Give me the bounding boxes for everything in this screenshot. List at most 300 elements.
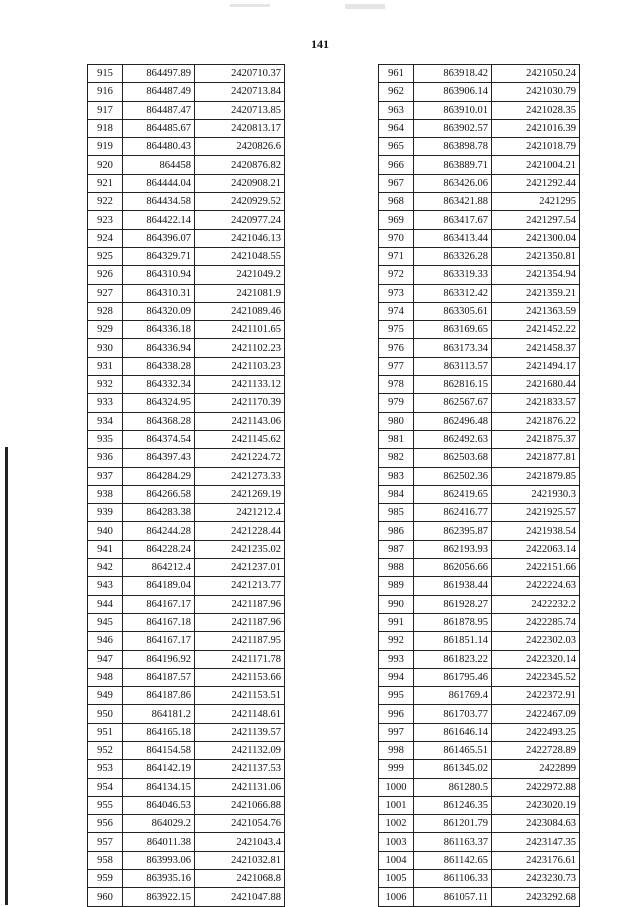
point-number-cell: 972 (379, 266, 414, 284)
table-row (379, 778, 580, 796)
y-coordinate-cell: 2421018.79 (492, 138, 580, 156)
point-number-cell: 996 (379, 705, 414, 723)
point-number-cell: 933 (88, 394, 123, 412)
x-coordinate-cell: 861823.22 (414, 650, 492, 668)
table-row (379, 302, 580, 320)
table-row (88, 302, 285, 320)
y-coordinate-cell: 2421228.44 (195, 522, 285, 540)
x-coordinate-cell: 864266.58 (123, 485, 195, 503)
point-number-cell: 961 (379, 65, 414, 83)
point-number-cell: 969 (379, 211, 414, 229)
table-row (88, 266, 285, 284)
table-row (379, 888, 580, 906)
point-number-cell: 958 (88, 851, 123, 869)
y-coordinate-cell: 2421103.23 (195, 357, 285, 375)
y-coordinate-cell: 2421046.13 (195, 229, 285, 247)
y-coordinate-cell: 2421137.53 (195, 760, 285, 778)
table-row (379, 247, 580, 265)
point-number-cell: 963 (379, 101, 414, 119)
y-coordinate-cell: 2421028.35 (492, 101, 580, 119)
point-number-cell: 994 (379, 668, 414, 686)
point-number-cell: 990 (379, 595, 414, 613)
point-number-cell: 957 (88, 833, 123, 851)
y-coordinate-cell: 2421016.39 (492, 119, 580, 137)
y-coordinate-cell: 2421101.65 (195, 321, 285, 339)
y-coordinate-cell: 2421081.9 (195, 284, 285, 302)
y-coordinate-cell: 2421925.57 (492, 504, 580, 522)
scan-noise-top-right (345, 4, 385, 9)
y-coordinate-cell: 2421143.06 (195, 412, 285, 430)
x-coordinate-cell: 864336.94 (123, 339, 195, 357)
y-coordinate-cell: 2421235.02 (195, 540, 285, 558)
x-coordinate-cell: 864228.24 (123, 540, 195, 558)
x-coordinate-cell: 864324.95 (123, 394, 195, 412)
x-coordinate-cell: 864189.04 (123, 577, 195, 595)
y-coordinate-cell: 2421300.04 (492, 229, 580, 247)
table-row (379, 870, 580, 888)
table-row (379, 101, 580, 119)
point-number-cell: 946 (88, 632, 123, 650)
y-coordinate-cell: 2423020.19 (492, 796, 580, 814)
x-coordinate-cell: 864167.17 (123, 632, 195, 650)
table-row (88, 540, 285, 558)
table-row (88, 138, 285, 156)
x-coordinate-cell: 864284.29 (123, 467, 195, 485)
point-number-cell: 938 (88, 485, 123, 503)
x-coordinate-cell: 861201.79 (414, 815, 492, 833)
table-row (379, 851, 580, 869)
page-number: 141 (311, 37, 329, 51)
y-coordinate-cell: 2422345.52 (492, 668, 580, 686)
y-coordinate-cell: 2421494.17 (492, 357, 580, 375)
x-coordinate-cell: 864196.92 (123, 650, 195, 668)
table-row (88, 412, 285, 430)
y-coordinate-cell: 2421876.22 (492, 412, 580, 430)
y-coordinate-cell: 2421458.37 (492, 339, 580, 357)
x-coordinate-cell: 863173.34 (414, 339, 492, 357)
table-row (379, 705, 580, 723)
point-number-cell: 941 (88, 540, 123, 558)
point-number-cell: 993 (379, 650, 414, 668)
x-coordinate-cell: 864046.53 (123, 796, 195, 814)
table-row (379, 284, 580, 302)
point-number-cell: 929 (88, 321, 123, 339)
table-row (88, 833, 285, 851)
x-coordinate-cell: 864487.49 (123, 83, 195, 101)
y-coordinate-cell: 2422972.88 (492, 778, 580, 796)
point-number-cell: 943 (88, 577, 123, 595)
x-coordinate-cell: 863922.15 (123, 888, 195, 906)
x-coordinate-cell: 861280.5 (414, 778, 492, 796)
table-row (88, 174, 285, 192)
x-coordinate-cell: 864181.2 (123, 705, 195, 723)
point-number-cell: 982 (379, 449, 414, 467)
x-coordinate-cell: 863169.65 (414, 321, 492, 339)
table-row (379, 796, 580, 814)
point-number-cell: 987 (379, 540, 414, 558)
point-number-cell: 926 (88, 266, 123, 284)
x-coordinate-cell: 864310.31 (123, 284, 195, 302)
x-coordinate-cell: 862416.77 (414, 504, 492, 522)
x-coordinate-cell: 864187.86 (123, 687, 195, 705)
table-row (88, 668, 285, 686)
y-coordinate-cell: 2420876.82 (195, 156, 285, 174)
x-coordinate-cell: 861851.14 (414, 632, 492, 650)
point-number-cell: 921 (88, 174, 123, 192)
x-coordinate-cell: 861703.77 (414, 705, 492, 723)
x-coordinate-cell: 863918.42 (414, 65, 492, 83)
point-number-cell: 964 (379, 119, 414, 137)
y-coordinate-cell: 2421145.62 (195, 430, 285, 448)
y-coordinate-cell: 2421187.95 (195, 632, 285, 650)
table-row (88, 723, 285, 741)
table-row (379, 430, 580, 448)
table-row (88, 613, 285, 631)
point-number-cell: 967 (379, 174, 414, 192)
table-row (379, 174, 580, 192)
table-row (88, 687, 285, 705)
y-coordinate-cell: 2421148.61 (195, 705, 285, 723)
y-coordinate-cell: 2422320.14 (492, 650, 580, 668)
point-number-cell: 960 (88, 888, 123, 906)
point-number-cell: 915 (88, 65, 123, 83)
x-coordinate-cell: 863993.06 (123, 851, 195, 869)
y-coordinate-cell: 2421054.76 (195, 815, 285, 833)
table-row (88, 650, 285, 668)
point-number-cell: 917 (88, 101, 123, 119)
table-row (88, 632, 285, 650)
y-coordinate-cell: 2420929.52 (195, 193, 285, 211)
x-coordinate-cell: 862056.66 (414, 559, 492, 577)
y-coordinate-cell: 2421295 (492, 193, 580, 211)
y-coordinate-cell: 2423176.61 (492, 851, 580, 869)
table-row (379, 266, 580, 284)
x-coordinate-cell: 864487.47 (123, 101, 195, 119)
point-number-cell: 1000 (379, 778, 414, 796)
table-row (88, 229, 285, 247)
x-coordinate-cell: 864029.2 (123, 815, 195, 833)
point-number-cell: 931 (88, 357, 123, 375)
point-number-cell: 1002 (379, 815, 414, 833)
x-coordinate-cell: 861769.4 (414, 687, 492, 705)
y-coordinate-cell: 2421131.06 (195, 778, 285, 796)
point-number-cell: 983 (379, 467, 414, 485)
x-coordinate-cell: 864165.18 (123, 723, 195, 741)
table-row (379, 357, 580, 375)
point-number-cell: 962 (379, 83, 414, 101)
point-number-cell: 992 (379, 632, 414, 650)
point-number-cell: 1005 (379, 870, 414, 888)
y-coordinate-cell: 2420826.6 (195, 138, 285, 156)
y-coordinate-cell: 2421237.01 (195, 559, 285, 577)
x-coordinate-cell: 864283.38 (123, 504, 195, 522)
y-coordinate-cell: 2421043.4 (195, 833, 285, 851)
point-number-cell: 922 (88, 193, 123, 211)
x-coordinate-cell: 863421.88 (414, 193, 492, 211)
point-number-cell: 981 (379, 430, 414, 448)
x-coordinate-cell: 863902.57 (414, 119, 492, 137)
coordinates-table-left (87, 64, 285, 907)
table-row (379, 595, 580, 613)
table-row (379, 577, 580, 595)
point-number-cell: 930 (88, 339, 123, 357)
x-coordinate-cell: 861465.51 (414, 741, 492, 759)
scan-edge-bar (5, 447, 8, 905)
table-row (88, 760, 285, 778)
table-row (88, 559, 285, 577)
table-row (379, 65, 580, 83)
y-coordinate-cell: 2422493.25 (492, 723, 580, 741)
point-number-cell: 932 (88, 376, 123, 394)
point-number-cell: 1001 (379, 796, 414, 814)
point-number-cell: 952 (88, 741, 123, 759)
point-number-cell: 989 (379, 577, 414, 595)
x-coordinate-cell: 864187.57 (123, 668, 195, 686)
table-row (379, 193, 580, 211)
table-row (88, 156, 285, 174)
x-coordinate-cell: 864212.4 (123, 559, 195, 577)
table-row (88, 357, 285, 375)
y-coordinate-cell: 2421030.79 (492, 83, 580, 101)
y-coordinate-cell: 2421187.96 (195, 595, 285, 613)
point-number-cell: 999 (379, 760, 414, 778)
table-row (379, 540, 580, 558)
point-number-cell: 956 (88, 815, 123, 833)
point-number-cell: 1003 (379, 833, 414, 851)
x-coordinate-cell: 863113.57 (414, 357, 492, 375)
x-coordinate-cell: 862502.36 (414, 467, 492, 485)
y-coordinate-cell: 2421297.54 (492, 211, 580, 229)
x-coordinate-cell: 864310.94 (123, 266, 195, 284)
x-coordinate-cell: 864329.71 (123, 247, 195, 265)
point-number-cell: 977 (379, 357, 414, 375)
table-row (88, 741, 285, 759)
x-coordinate-cell: 862419.65 (414, 485, 492, 503)
y-coordinate-cell: 2422224.63 (492, 577, 580, 595)
point-number-cell: 920 (88, 156, 123, 174)
y-coordinate-cell: 2420813.17 (195, 119, 285, 137)
point-number-cell: 919 (88, 138, 123, 156)
point-number-cell: 942 (88, 559, 123, 577)
point-number-cell: 976 (379, 339, 414, 357)
table-row (379, 394, 580, 412)
point-number-cell: 944 (88, 595, 123, 613)
y-coordinate-cell: 2420713.84 (195, 83, 285, 101)
table-row (88, 83, 285, 101)
table-row (379, 723, 580, 741)
y-coordinate-cell: 2421354.94 (492, 266, 580, 284)
x-coordinate-cell: 862395.87 (414, 522, 492, 540)
y-coordinate-cell: 2421047.88 (195, 888, 285, 906)
x-coordinate-cell: 864458 (123, 156, 195, 174)
point-number-cell: 934 (88, 412, 123, 430)
table-row (379, 760, 580, 778)
table-row (88, 211, 285, 229)
table-row (88, 595, 285, 613)
table-row (88, 522, 285, 540)
point-number-cell: 965 (379, 138, 414, 156)
table-row (88, 65, 285, 83)
table-row (379, 119, 580, 137)
point-number-cell: 955 (88, 796, 123, 814)
y-coordinate-cell: 2421879.85 (492, 467, 580, 485)
table-row (379, 504, 580, 522)
x-coordinate-cell: 864320.09 (123, 302, 195, 320)
x-coordinate-cell: 861878.95 (414, 613, 492, 631)
point-number-cell: 978 (379, 376, 414, 394)
y-coordinate-cell: 2421877.81 (492, 449, 580, 467)
table-row (379, 229, 580, 247)
x-coordinate-cell: 863426.06 (414, 174, 492, 192)
y-coordinate-cell: 2421004.21 (492, 156, 580, 174)
y-coordinate-cell: 2421132.09 (195, 741, 285, 759)
point-number-cell: 928 (88, 302, 123, 320)
y-coordinate-cell: 2422467.09 (492, 705, 580, 723)
y-coordinate-cell: 2421292.44 (492, 174, 580, 192)
point-number-cell: 947 (88, 650, 123, 668)
table-row (88, 449, 285, 467)
y-coordinate-cell: 2421212.4 (195, 504, 285, 522)
x-coordinate-cell: 861345.02 (414, 760, 492, 778)
x-coordinate-cell: 864422.14 (123, 211, 195, 229)
y-coordinate-cell: 2421133.12 (195, 376, 285, 394)
y-coordinate-cell: 2421363.59 (492, 302, 580, 320)
y-coordinate-cell: 2421153.51 (195, 687, 285, 705)
table-row (88, 815, 285, 833)
x-coordinate-cell: 864434.58 (123, 193, 195, 211)
point-number-cell: 998 (379, 741, 414, 759)
x-coordinate-cell: 862503.68 (414, 449, 492, 467)
point-number-cell: 980 (379, 412, 414, 430)
table-row (88, 394, 285, 412)
y-coordinate-cell: 2421938.54 (492, 522, 580, 540)
y-coordinate-cell: 2421224.72 (195, 449, 285, 467)
x-coordinate-cell: 863906.14 (414, 83, 492, 101)
y-coordinate-cell: 2422302.03 (492, 632, 580, 650)
table-row (88, 778, 285, 796)
table-row (379, 449, 580, 467)
y-coordinate-cell: 2421032.81 (195, 851, 285, 869)
point-number-cell: 984 (379, 485, 414, 503)
table-row (88, 467, 285, 485)
table-row (88, 870, 285, 888)
y-coordinate-cell: 2421680.44 (492, 376, 580, 394)
x-coordinate-cell: 863417.67 (414, 211, 492, 229)
point-number-cell: 954 (88, 778, 123, 796)
y-coordinate-cell: 2420977.24 (195, 211, 285, 229)
point-number-cell: 973 (379, 284, 414, 302)
table-row (379, 815, 580, 833)
y-coordinate-cell: 2421187.96 (195, 613, 285, 631)
point-number-cell: 975 (379, 321, 414, 339)
y-coordinate-cell: 2421048.55 (195, 247, 285, 265)
table-row (379, 376, 580, 394)
point-number-cell: 940 (88, 522, 123, 540)
point-number-cell: 924 (88, 229, 123, 247)
point-number-cell: 925 (88, 247, 123, 265)
table-row (88, 577, 285, 595)
y-coordinate-cell: 2421273.33 (195, 467, 285, 485)
table-row (379, 339, 580, 357)
x-coordinate-cell: 863305.61 (414, 302, 492, 320)
point-number-cell: 951 (88, 723, 123, 741)
y-coordinate-cell: 2420710.37 (195, 65, 285, 83)
y-coordinate-cell: 2421066.88 (195, 796, 285, 814)
y-coordinate-cell: 2422372.91 (492, 687, 580, 705)
y-coordinate-cell: 2421049.2 (195, 266, 285, 284)
y-coordinate-cell: 2422232.2 (492, 595, 580, 613)
point-number-cell: 970 (379, 229, 414, 247)
point-number-cell: 966 (379, 156, 414, 174)
point-number-cell: 948 (88, 668, 123, 686)
table-row (379, 613, 580, 631)
x-coordinate-cell: 861142.65 (414, 851, 492, 869)
x-coordinate-cell: 864485.67 (123, 119, 195, 137)
y-coordinate-cell: 2421833.57 (492, 394, 580, 412)
y-coordinate-cell: 2421170.39 (195, 394, 285, 412)
x-coordinate-cell: 862816.15 (414, 376, 492, 394)
table-row (88, 705, 285, 723)
x-coordinate-cell: 864368.28 (123, 412, 195, 430)
x-coordinate-cell: 864244.28 (123, 522, 195, 540)
x-coordinate-cell: 862567.67 (414, 394, 492, 412)
table-row (88, 851, 285, 869)
x-coordinate-cell: 863413.44 (414, 229, 492, 247)
x-coordinate-cell: 863910.01 (414, 101, 492, 119)
x-coordinate-cell: 864374.54 (123, 430, 195, 448)
x-coordinate-cell: 863935.16 (123, 870, 195, 888)
y-coordinate-cell: 2421359.21 (492, 284, 580, 302)
x-coordinate-cell: 864497.89 (123, 65, 195, 83)
point-number-cell: 979 (379, 394, 414, 412)
point-number-cell: 937 (88, 467, 123, 485)
table-row (379, 650, 580, 668)
x-coordinate-cell: 863312.42 (414, 284, 492, 302)
table-row (88, 339, 285, 357)
table-row (88, 430, 285, 448)
x-coordinate-cell: 861938.44 (414, 577, 492, 595)
y-coordinate-cell: 2420713.85 (195, 101, 285, 119)
x-coordinate-cell: 864336.18 (123, 321, 195, 339)
y-coordinate-cell: 2422151.66 (492, 559, 580, 577)
table-row (379, 522, 580, 540)
point-number-cell: 968 (379, 193, 414, 211)
table-row (88, 101, 285, 119)
x-coordinate-cell: 864444.04 (123, 174, 195, 192)
scan-noise-top (230, 4, 270, 7)
y-coordinate-cell: 2423147.35 (492, 833, 580, 851)
table-row (88, 376, 285, 394)
point-number-cell: 949 (88, 687, 123, 705)
y-coordinate-cell: 2422063.14 (492, 540, 580, 558)
x-coordinate-cell: 862492.63 (414, 430, 492, 448)
x-coordinate-cell: 864167.18 (123, 613, 195, 631)
y-coordinate-cell: 2422285.74 (492, 613, 580, 631)
x-coordinate-cell: 861795.46 (414, 668, 492, 686)
table-row (88, 247, 285, 265)
table-row (88, 321, 285, 339)
point-number-cell: 923 (88, 211, 123, 229)
table-row (379, 833, 580, 851)
x-coordinate-cell: 862193.93 (414, 540, 492, 558)
point-number-cell: 959 (88, 870, 123, 888)
point-number-cell: 945 (88, 613, 123, 631)
table-row (379, 321, 580, 339)
x-coordinate-cell: 864332.34 (123, 376, 195, 394)
x-coordinate-cell: 861646.14 (414, 723, 492, 741)
y-coordinate-cell: 2420908.21 (195, 174, 285, 192)
point-number-cell: 974 (379, 302, 414, 320)
